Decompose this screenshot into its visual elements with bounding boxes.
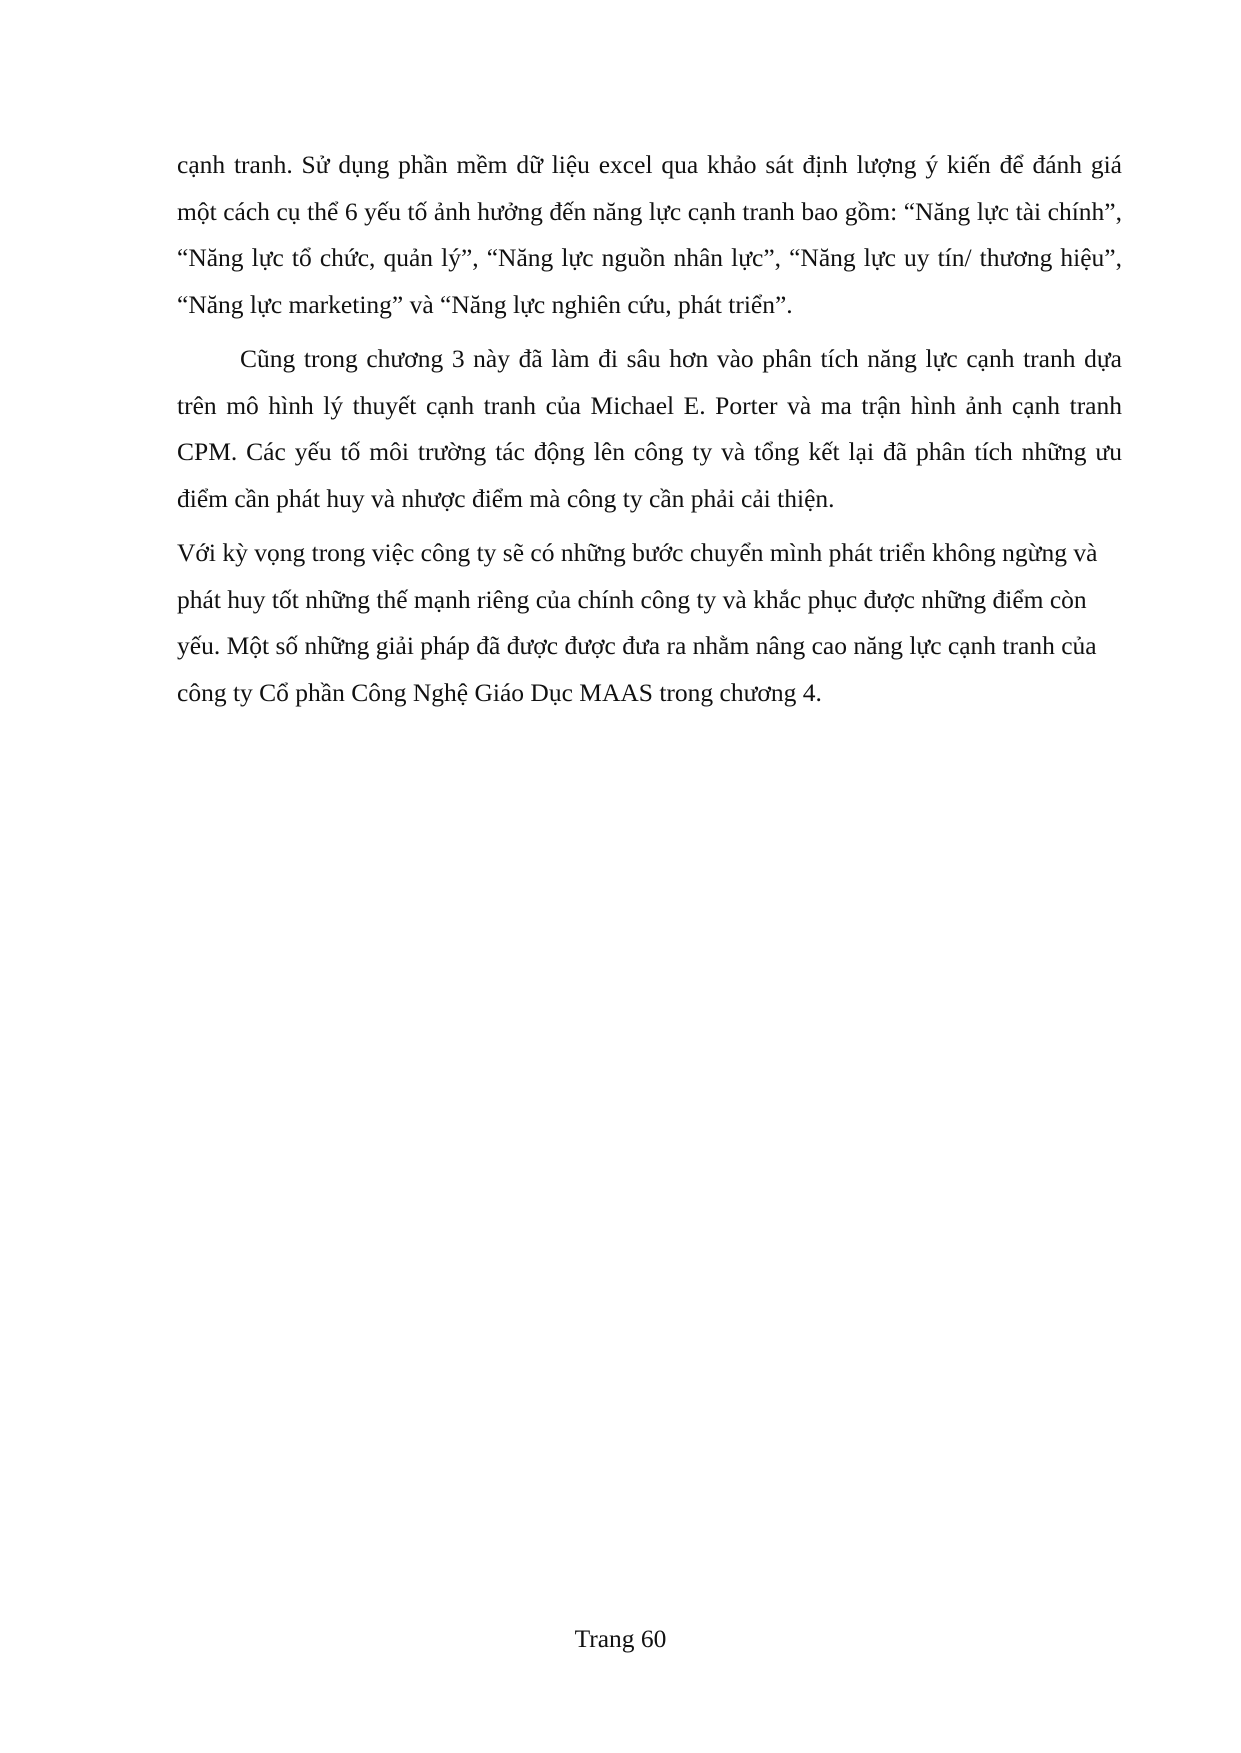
body-text	[177, 142, 1122, 716]
page-number: Trang 60	[574, 1624, 667, 1653]
paragraph-continuation: cạnh tranh. Sử dụng phần mềm dữ liệu excel qua khảo sát định lượng ý kiến để đánh giá một cách cụ thể 6 yếu tố ảnh hưởng đến năng lực cạnh tranh bao gồm: “Năng lực tài chính”, “Năng lực tổ chức, quản lý”, “Năng lực nguồn nhân lực”, “Năng lực uy tín/ thương hiệu”, “Năng lực marketing” và “Năng lực nghiên cứu, phát triển”.	[177, 150, 1122, 319]
paragraph-expectation: Với kỳ vọng trong việc công ty sẽ có những bước chuyển mình phát triển không ngừng và phát huy tốt những thế mạnh riêng của chính công ty và khắc phục được những điểm còn yếu. Một số những giải pháp đã được được đưa ra nhằm nâng cao năng lực cạnh tranh của công ty Cổ phần Công Nghệ Giáo Dục MAAS trong chương 4.	[177, 538, 1098, 707]
paragraph-chapter-3-summary: Cũng trong chương 3 này đã làm đi sâu hơn vào phân tích năng lực cạnh tranh dựa trên mô hình lý thuyết cạnh tranh của Michael E. Porter và ma trận hình ảnh cạnh tranh CPM. Các yếu tố môi trường tác động lên công ty và tổng kết lại đã phân tích những ưu điểm cần phát huy và nhược điểm mà công ty cần phải cải thiện.	[177, 344, 1122, 513]
